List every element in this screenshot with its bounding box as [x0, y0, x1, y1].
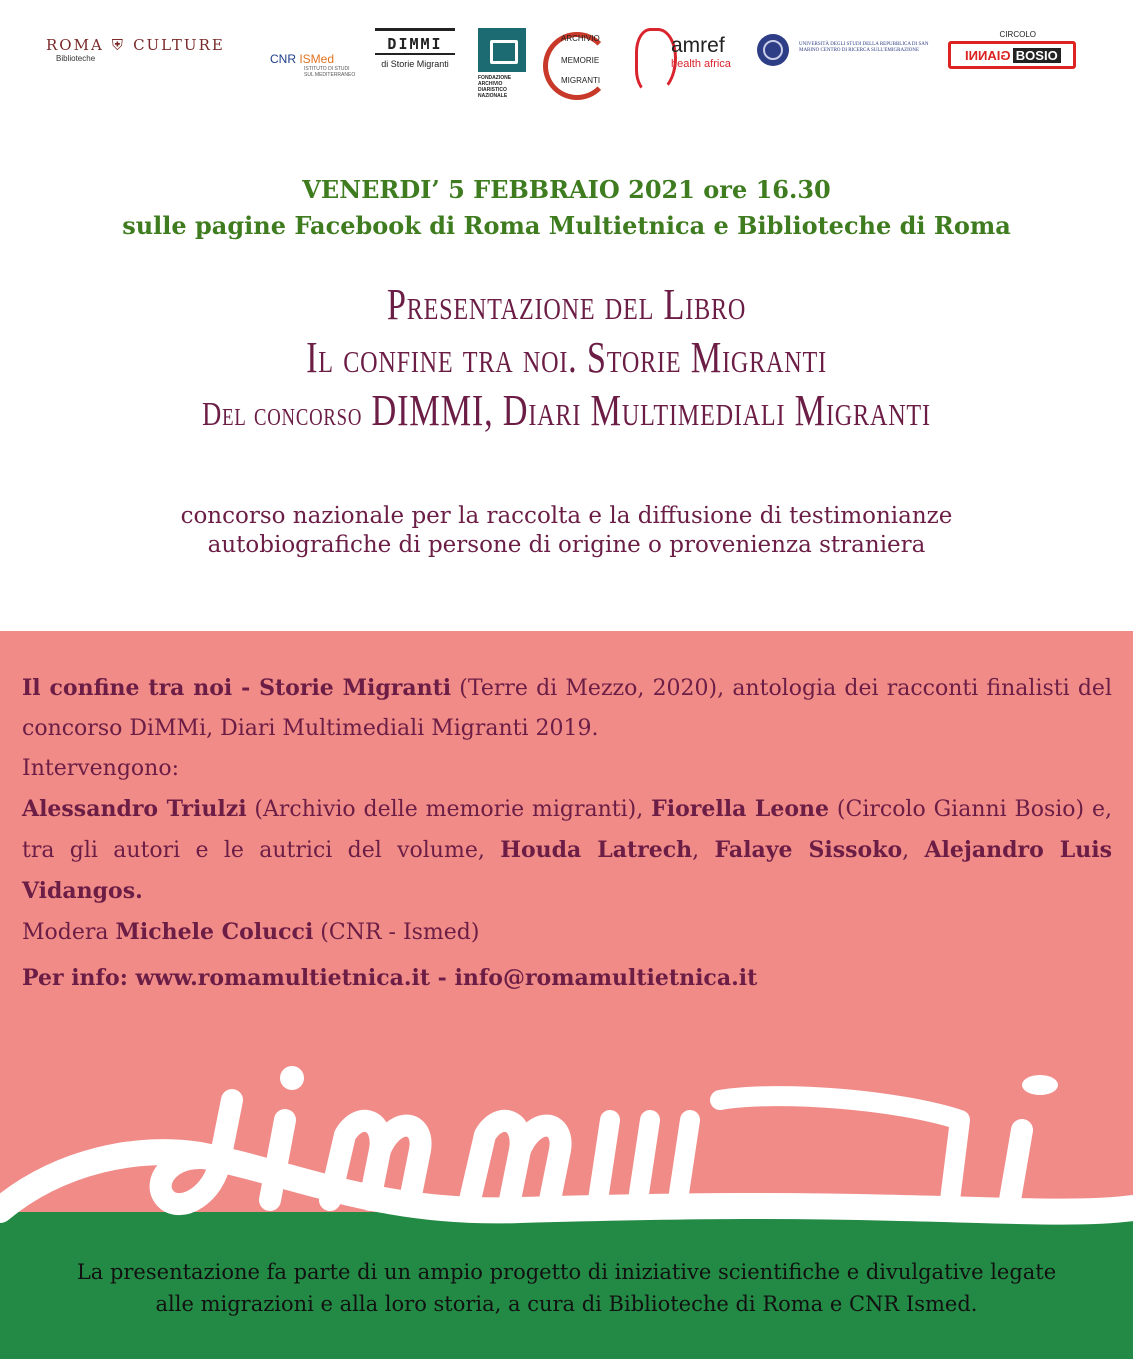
memorie-text: MEMORIE [561, 56, 600, 65]
separator: , [692, 838, 715, 863]
contest-description [0, 502, 1133, 560]
cnr-text: CNR [270, 52, 296, 66]
title-line-3-prefix: Del concorso [202, 396, 363, 433]
speakers-paragraph [22, 789, 1112, 912]
cnr-ismed-logo [270, 30, 360, 92]
author-name: Falaye Sissoko [714, 837, 903, 863]
seal-icon [757, 34, 789, 66]
description-line-2: autobiografiche di persone di origine o provenienza straniera [207, 532, 926, 558]
speaker-name: Alessandro Triulzi [22, 796, 247, 822]
dimmi-script-logo [0, 1040, 1133, 1270]
dimmi-subtitle: di Storie Migranti [381, 59, 449, 69]
speaker-role: (Archivio delle memorie migranti), [246, 797, 652, 822]
shield-icon: ⛨ [111, 36, 126, 54]
dimmi-word: DIMMI [375, 28, 455, 55]
moderator-role: (CNR - Ismed) [313, 920, 480, 945]
contact-info: Per info: www.romamultietnica.it - info@romamultietnica.it [22, 965, 758, 991]
archivio-text: ARCHIVIO [561, 34, 600, 43]
diary-icon [478, 28, 526, 72]
footer-note [0, 1256, 1133, 1320]
amref-name: amref [671, 34, 725, 57]
moderator-line [22, 912, 1112, 953]
roma-culture-logo [42, 36, 242, 76]
speakers-heading: Intervengono: [22, 756, 180, 781]
moderator-label: Modera [22, 920, 116, 945]
speaker-role: (Circolo Gianni Bosio) e, tra gli autori e le autrici del volume, [22, 797, 1113, 863]
biblioteche-text: Biblioteche [56, 54, 96, 63]
logo-bar [0, 0, 1133, 120]
circolo-text: CIRCOLO [999, 30, 1036, 39]
title-line-2: Il confine tra noi. Storie Migranti [306, 333, 827, 382]
moderator-name: Michele Colucci [115, 919, 314, 945]
book-title: Il confine tra noi - Storie Migranti [22, 675, 452, 701]
title-line-3: DIMMI, Diari Multimediali Migranti [371, 386, 931, 435]
author-name: Houda Latrech [500, 837, 693, 863]
migranti-text: MIGRANTI [561, 76, 601, 85]
book-paragraph [22, 668, 1112, 749]
book-presentation-title [0, 278, 1133, 441]
separator: , [902, 838, 925, 863]
description-line-1: concorso nazionale per la raccolta e la diffusione di testimonianze [180, 503, 953, 529]
event-info [0, 172, 1133, 244]
speaker-name: Fiorella Leone [651, 796, 830, 822]
gianni-text: GIANNI [965, 47, 1011, 63]
event-date: VENERDI’ 5 FEBBRAIO 2021 ore 16.30 [302, 175, 831, 204]
bosio-text: BOSIO [1013, 48, 1061, 63]
universita-text: UNIVERSITÀ DEGLI STUDI DELLA REPUBBLICA DI SAN MARINO CENTRO DI RICERCA SULL'EMIGRAZIONE [799, 42, 929, 53]
ismed-text: ISMed [299, 52, 335, 66]
roma-text: ROMA [46, 36, 104, 54]
footer-line-1: La presentazione fa parte di un ampio progetto di iniziative scientifiche e divulgative legate [76, 1260, 1057, 1284]
circolo-bosio-logo [948, 30, 1076, 70]
book-details: (Terre di Mezzo, 2020), antologia dei racconti finalisti del concorso DiMMi, Diari Multimediali Migranti 2019. [22, 676, 1112, 741]
ismed-subtitle: ISTITUTO DI STUDI SUL MEDITERRANEO [304, 66, 356, 78]
archivio-memorie-logo [543, 28, 623, 94]
event-location: sulle pagine Facebook di Roma Multietnica e Biblioteche di Roma [122, 211, 1011, 240]
footer-line-2: alle migrazioni e alla loro storia, a cura di Biblioteche di Roma e CNR Ismed. [155, 1292, 978, 1316]
universita-san-marino-logo [757, 34, 937, 70]
culture-text: CULTURE [133, 36, 225, 54]
amref-logo [635, 28, 745, 90]
event-details [22, 668, 1112, 953]
dimmi-logo [375, 28, 455, 88]
amref-subtitle: health africa [671, 58, 731, 70]
fondazione-logo [478, 28, 528, 108]
fondazione-text: FONDAZIONE ARCHIVIO DIARISTICO NAZIONALE [478, 75, 512, 99]
circolo-bar [948, 41, 1076, 69]
title-line-1: Presentazione del Libro [386, 280, 747, 329]
author-name: Alejandro Luis Vidangos. [22, 837, 1112, 904]
